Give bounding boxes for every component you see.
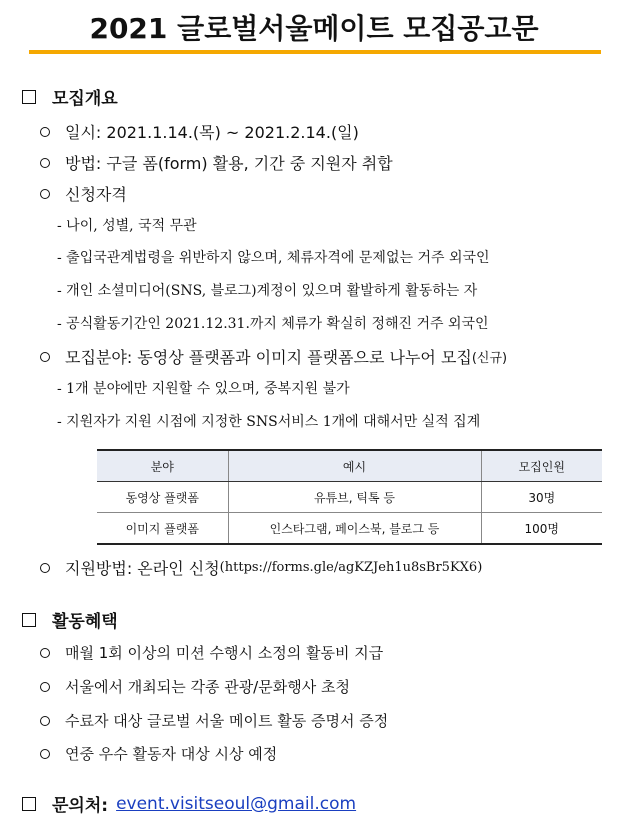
table-cell: 유튜브, 틱톡 등 (228, 482, 481, 513)
section-benefits-label: 활동혜택 (52, 612, 118, 632)
benefit-item (40, 743, 277, 764)
eligibility-item: - 공식활동기간인 2021.12.31.까지 체류가 확실히 정해진 거주 외국인 (57, 316, 489, 332)
overview-method-text: 방법: 구글 폼(form) 활용, 기간 중 지원자 취합 (65, 154, 393, 173)
contact-label: 문의처: (52, 796, 109, 816)
title-accent-bar (29, 50, 601, 54)
fields-item: - 지원자가 지원 시점에 지정한 SNS서비스 1개에 대해서만 실적 집계 (57, 414, 481, 430)
overview-fields-tag: (신규) (471, 351, 508, 366)
benefit-item-text: 수료자 대상 글로벌 서울 메이트 활동 증명서 증정 (65, 712, 389, 730)
square-bullet-icon (22, 797, 36, 811)
overview-eligibility-heading: 신청자격 (65, 185, 127, 204)
table-header-cell: 모집인원 (481, 450, 602, 482)
eligibility-item: - 나이, 성별, 국적 무관 (57, 218, 197, 234)
benefit-item (40, 676, 350, 697)
table-header-cell: 분야 (97, 450, 228, 482)
circle-bullet-icon (40, 716, 50, 726)
section-benefits-heading (22, 607, 118, 632)
benefit-item-text: 매월 1회 이상의 미션 수행시 소정의 활동비 지급 (65, 644, 384, 662)
circle-bullet-icon (40, 189, 50, 199)
square-bullet-icon (22, 90, 36, 104)
section-overview-label: 모집개요 (52, 89, 118, 109)
benefit-item (40, 642, 383, 663)
benefit-item-text: 연중 우수 활동자 대상 시상 예정 (65, 745, 278, 763)
circle-bullet-icon (40, 158, 50, 168)
page-title: 2021 글로벌서울메이트 모집공고문 (89, 12, 539, 45)
circle-bullet-icon (40, 682, 50, 692)
fields-item: - 1개 분야에만 지원할 수 있으며, 중복지원 불가 (57, 381, 350, 397)
apply-form-link[interactable]: (https://forms.gle/agKZJeh1u8sBr5KX6) (219, 560, 483, 575)
eligibility-item: - 출입국관계법령을 위반하지 않으며, 체류자격에 문제없는 거주 외국인 (57, 250, 490, 266)
benefit-item-text: 서울에서 개최되는 각종 관광/문화행사 초청 (65, 678, 350, 696)
overview-apply (40, 556, 482, 579)
section-overview-heading (22, 84, 118, 109)
table-row (97, 482, 602, 513)
circle-bullet-icon (40, 127, 50, 137)
overview-eligibility (40, 182, 127, 205)
table-cell: 100명 (481, 513, 602, 545)
circle-bullet-icon (40, 352, 50, 362)
circle-bullet-icon (40, 648, 50, 658)
table-header-row (97, 450, 602, 482)
recruitment-table (97, 449, 602, 545)
circle-bullet-icon (40, 563, 50, 573)
table-row (97, 513, 602, 545)
table-cell: 인스타그램, 페이스북, 블로그 등 (228, 513, 481, 545)
eligibility-item: - 개인 소셜미디어(SNS, 블로그)계정이 있으며 활발하게 활동하는 자 (57, 283, 478, 299)
section-contact (22, 791, 356, 816)
overview-method (40, 151, 393, 174)
table-header-cell: 예시 (228, 450, 481, 482)
apply-label: 지원방법: 온라인 신청 (65, 559, 220, 578)
table-cell: 30명 (481, 482, 602, 513)
circle-bullet-icon (40, 749, 50, 759)
contact-email-link[interactable]: event.visitseoul@gmail.com (116, 793, 357, 814)
overview-fields (40, 345, 507, 368)
table-cell: 동영상 플랫폼 (97, 482, 228, 513)
benefit-item (40, 710, 388, 731)
square-bullet-icon (22, 613, 36, 627)
overview-period (40, 120, 359, 143)
overview-fields-heading: 모집분야: 동영상 플랫폼과 이미지 플랫폼으로 나누어 모집 (65, 348, 472, 367)
table-cell: 이미지 플랫폼 (97, 513, 228, 545)
overview-period-text: 일시: 2021.1.14.(목) ~ 2021.2.14.(일) (65, 123, 359, 142)
